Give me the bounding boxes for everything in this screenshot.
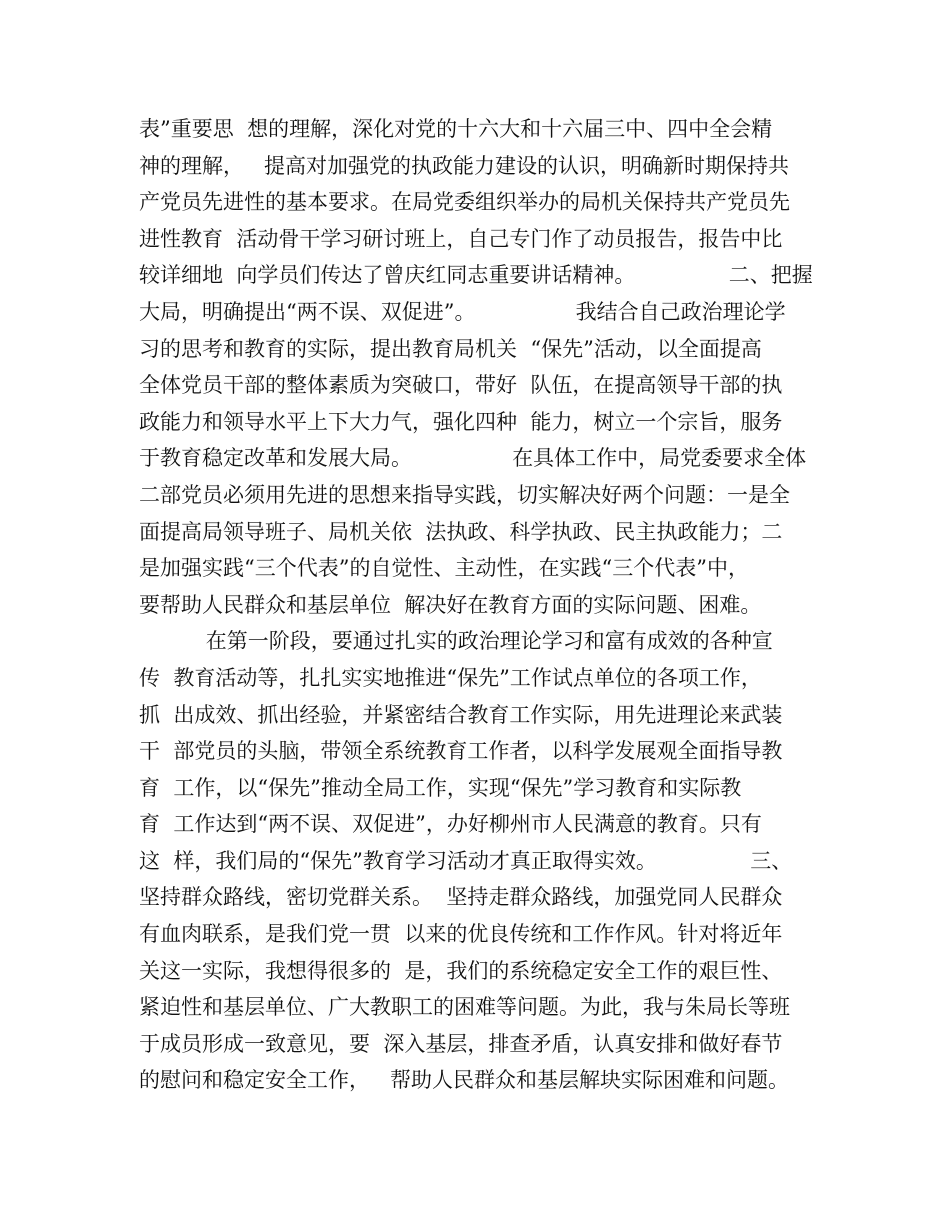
text-line: 大局，明确提出“两不误、双促进”。 我结合自己政治理论学 [139, 299, 786, 324]
text-line: 育 工作达到“两不误、双促进”，办好柳州市人民满意的教育。只有 [139, 812, 762, 837]
text-line: 育 工作，以“保先”推动全局工作，实现“保先”学习教育和实际教 [139, 775, 742, 800]
text-line: 表”重要思 想的理解，深化对党的十六大和十六届三中、四中全会精 [139, 117, 773, 141]
text-line: 干 部党员的头脑，带领全系统教育工作者，以科学发展观全面指导教 [139, 739, 783, 764]
text-line: 坚持群众路线，密切党群关系。 坚持走群众路线，加强党同人民群众 [139, 885, 783, 910]
text-line: 习的思考和教育的实际，提出教育局机关 “保先”活动，以全面提高 [139, 336, 762, 361]
text-line: 于教育稳定改革和发展大局。 在具体工作中，局党委要求全体 [139, 446, 807, 471]
text-line: 产党员先进性的基本要求。在局党委组织举办的局机关保持共产党员先 [139, 190, 790, 215]
text-line: 是加强实践“三个代表”的自觉性、主动性，在实践“三个代表”中， [139, 556, 749, 581]
text-line: 要帮助人民群众和基层单位 解决好在教育方面的实际问题、困难。 [139, 592, 762, 617]
text-line: 进性教育 活动骨干学习研讨班上，自己专门作了动员报告，报告中比 [139, 226, 783, 251]
text-line: 这 样，我们局的“保先”教育学习活动才真正取得实效。 三、 [139, 848, 793, 873]
text-line: 有血肉联系，是我们党一贯 以来的优良传统和工作作风。针对将近年 [139, 922, 783, 947]
text-line: 面提高局领导班子、局机关依 法执政、科学执政、民主执政能力；二 [139, 519, 783, 544]
text-line: 神的理解， 提高对加强党的执政能力建设的认识，明确新时期保持共 [139, 153, 790, 178]
text-line: 政能力和领导水平上下大力气，强化四种 能力，树立一个宗旨，服务 [139, 409, 783, 434]
text-line: 在第一阶段，要通过扎实的政治理论学习和富有成效的各种宣 [139, 629, 773, 654]
text-line: 紧迫性和基层单位、广大教职工的困难等问题。为此，我与朱局长等班 [139, 995, 790, 1020]
text-line: 抓 出成效、抓出经验，并紧密结合教育工作实际，用先进理论来武装 [139, 702, 783, 727]
text-line: 较详细地 向学员们传达了曾庆红同志重要讲话精神。 二、把握 [139, 263, 813, 288]
text-line: 全体党员干部的整体素质为突破口，带好 队伍，在提高领导干部的执 [139, 373, 783, 398]
text-line: 关这一实际，我想得很多的 是，我们的系统稳定安全工作的艰巨性、 [139, 958, 783, 983]
text-line: 传 教育活动等，扎扎实实地推进“保先”工作试点单位的各项工作， [139, 665, 762, 690]
body-text [139, 111, 829, 1099]
text-line: 的慰问和稳定安全工作， 帮助人民群众和基层解块实际困难和问题。 [139, 1068, 790, 1093]
text-line: 二部党员必须用先进的思想来指导实践，切实解决好两个问题：一是全 [139, 482, 790, 507]
text-line: 于成员形成一致意见，要 深入基层，排查矛盾，认真安排和做好春节 [139, 1031, 783, 1056]
